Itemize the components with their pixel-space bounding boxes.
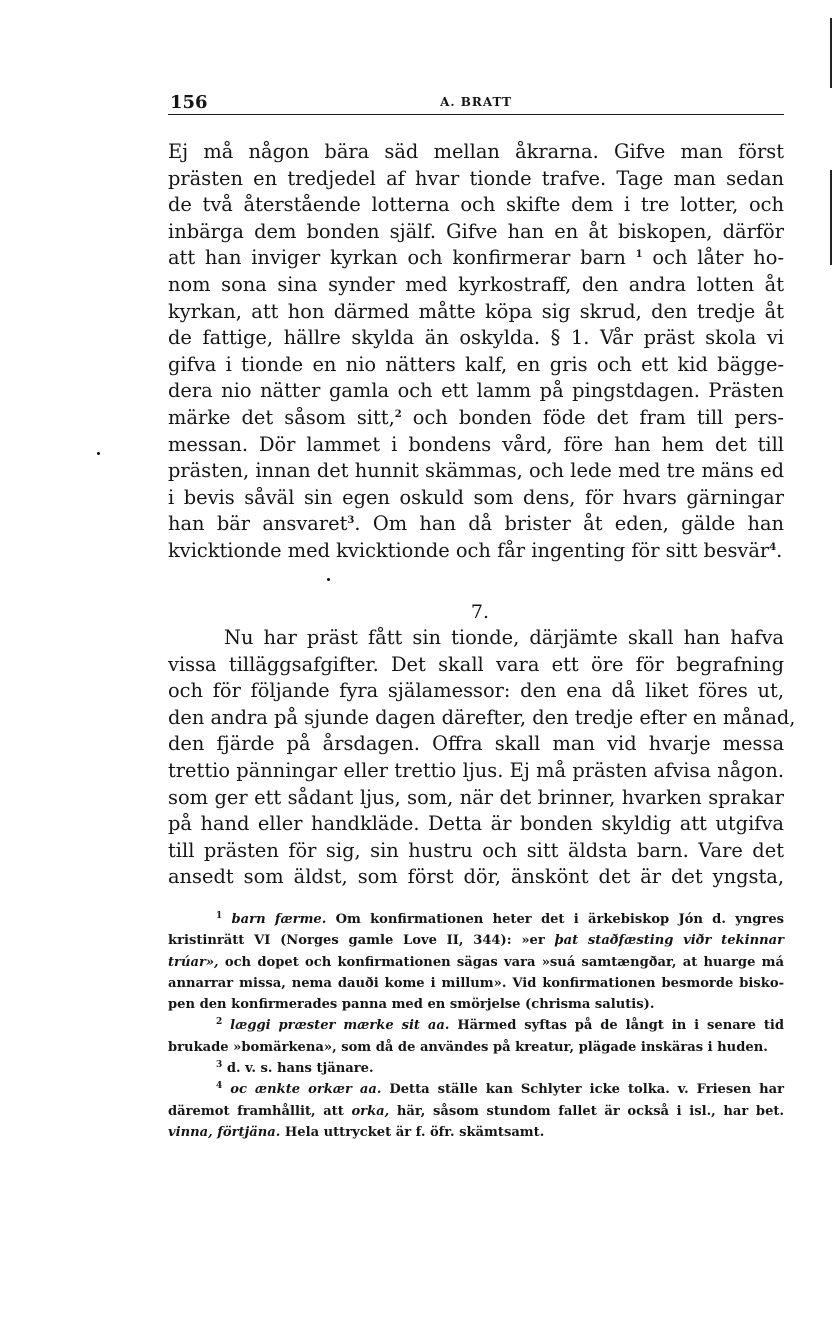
running-head-author: A. BRATT [440,95,512,109]
paragraph-2 [168,625,796,891]
text-line: att han inviger kyrkan och konfirmerar barn $^1$ och låter ho- [168,246,784,270]
text-line: prästen, innan det hunnit skämmas, och lede med tre mäns ed [168,459,784,483]
footnote-term: barn færme. [231,912,327,927]
footnote-line: $^4$ oc ænkte orkær aa. Detta ställe kan Schlyter icke tolka. v. Friesen har [216,1081,784,1098]
text-line: på hand eller handkläde. Detta är bonden skyldig att utgifva [168,812,784,836]
text-line: de två återstående lotterna och skifte dem i tre lotter, och [168,193,784,217]
footnote-line: vinna, förtjäna. Hela uttrycket är f. öfr. skämtsamt. [168,1124,545,1140]
footnote-line: trúar», och dopet och konfirmationen sägas vara »suá samtængðar, at huarge má [168,954,784,970]
text-line: kyrkan, att hon därmed måtte köpa sig skrud, den tredje åt [168,299,784,323]
section-number: 7. [470,600,490,623]
footnote-line: $^2$ læggi præster mærke sit aa. Härmed syftas på de långt in i senare tid [216,1017,785,1034]
footnote-ref: 2 [394,408,402,420]
footnote-line: brukade »bomärkena», som då de användes på kreatur, plägade inskäras i huden. [168,1039,768,1055]
footnote-1 [168,909,784,1015]
text-line: kvicktionde med kvicktionde och får ingenting för sitt besvär$^4$. [168,538,783,562]
text-line: vissa tilläggsafgifter. Det skall vara ett öre för begrafning [168,652,784,676]
footnote-3 [168,1058,784,1079]
running-head [168,92,784,115]
text-line: och för följande fyra själamessor: den ena då liket föres ut, [168,679,784,703]
text-line: dera nio nätter gamla och ett lamm på pingstdagen. Prästen [168,379,784,403]
text-line: trettio pänningar eller trettio ljus. Ej må prästen afvisa någon. [168,759,784,783]
text-line: ansedt som äldst, som först dör, änskönt det är det yngsta, [168,865,784,889]
text-line: Nu har präst fått sin tionde, därjämte skall han hafva [224,626,784,650]
text-line: den fjärde på årsdagen. Offra skall man vid hvarje messa [168,732,784,756]
text-line: han bär ansvaret$^3$. Om han då brister åt eden, gälde han [168,512,784,536]
footnote-line: kristinrätt VI (Norges gamle Love II, 344): »er þat staðfæsting viðr tekinnar [168,933,784,949]
footnote-term: læggi præster mærke sit aa. [230,1018,450,1034]
text-line: i bevis såväl sin egen oskuld som dens, för hvars gärningar [168,485,784,509]
text-line: inbärga dem bonden själf. Gifve han en åt biskopen, därför [168,219,784,243]
main-text [168,139,796,891]
text-line: messan. Dör lammet i bondens vård, före han hem det till [168,432,784,456]
footnote-ref: 3 [347,515,355,527]
footnote-term: oc ænkte orkær aa. [230,1082,382,1098]
text-line: till prästen för sig, sin hustru och sitt äldsta barn. Vare det [168,838,784,862]
footnote-line: pen den konfirmerades panna med en smörjelse (chrisma salutis). [168,997,655,1013]
footnote-ref: 1 [635,249,643,261]
text-line: Ej må någon bära säd mellan åkrarna. Gifve man först [168,140,784,163]
text-line: de fattige, hällre skylda än oskylda. § 1. Vår präst skola vi [168,326,784,350]
text-line: prästen en tredjedel af hvar tionde trafve. Tage man sedan [168,166,784,190]
stray-dot [97,452,100,455]
footnote-line: annarrar missa, nema dauði kome i millum». Vid konfirmationen besmorde bisko- [168,975,784,991]
text-line: nom sona sina synder med kyrkostraff, den andra lotten åt [168,272,784,296]
text-line: gifva i tionde en nio nätters kalf, en gris och ett kid bägge- [168,352,784,376]
footnote-2 [168,1015,784,1058]
text-line: den andra på sjunde dagen därefter, den tredje efter en månad, [168,705,796,729]
footnote-line: däremot framhållit, att orka, här, såsom stundom fallet är också i isl., har bet. [168,1103,785,1119]
paragraph-1 [168,139,784,565]
footnote-4 [168,1079,784,1143]
footnote-line: $^1$ barn færme. Om konfirmationen heter det i ärkebiskop Jón d. yngres [216,911,785,927]
footnote-ref: 4 [769,541,777,553]
footnote-line: $^3$ d. v. s. hans tjänare. [216,1060,374,1077]
text-line: som ger ett sådant ljus, som, när det brinner, hvarken sprakar [168,785,784,809]
text-line: märke det såsom sitt,$^2$ och bonden föde det fram till pers- [168,405,784,429]
footnotes [168,909,784,1143]
page-number: 156 [170,92,208,113]
